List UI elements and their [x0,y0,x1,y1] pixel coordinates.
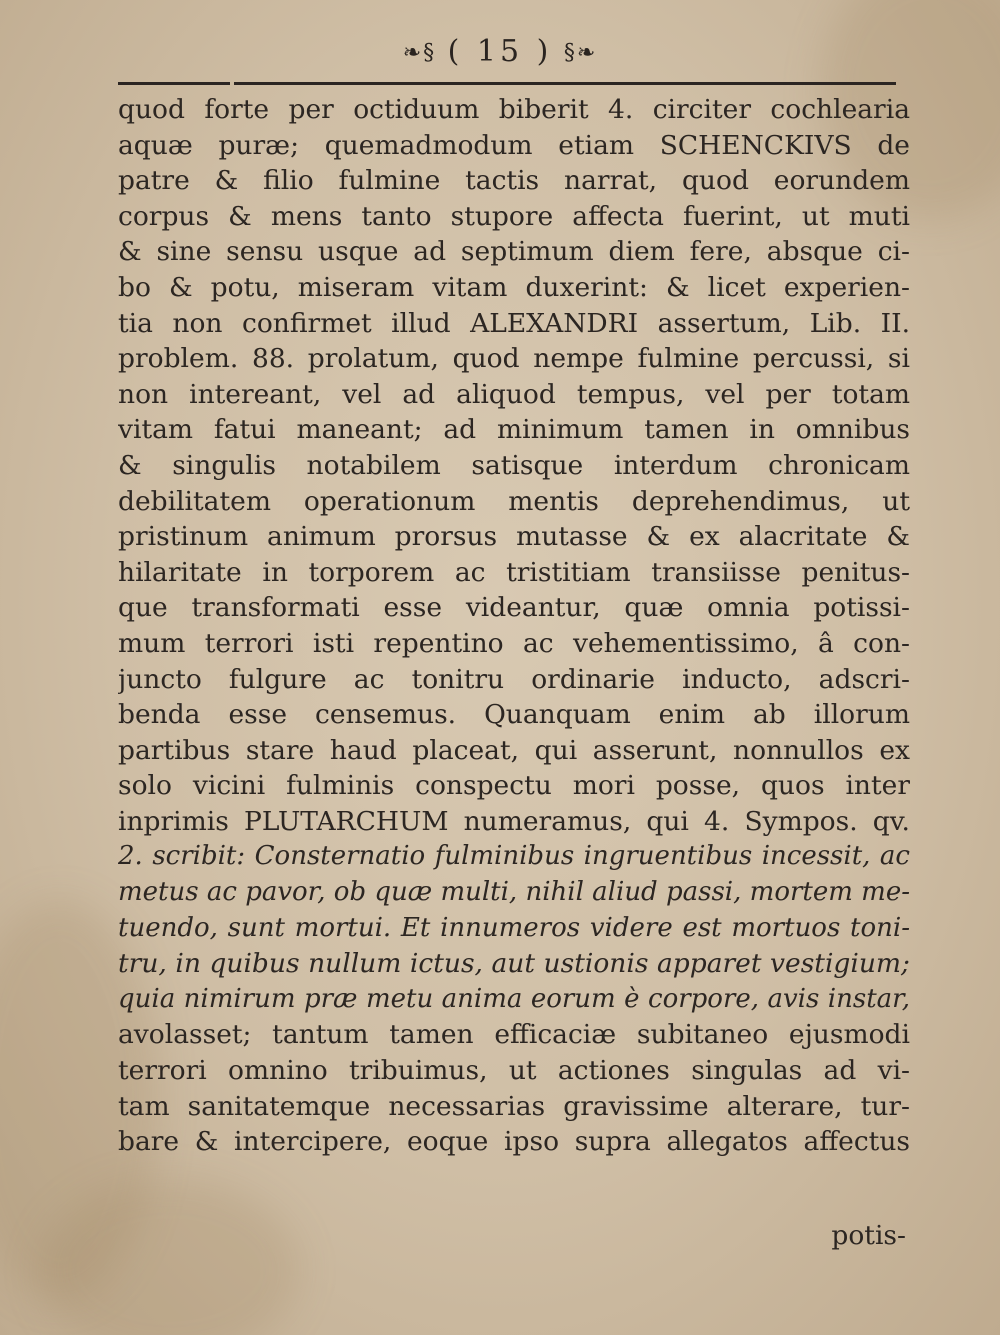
text-line: corpus & mens tanto stupore affecta fuerint, ut muti [118,200,910,232]
text-line: inprimis PLUTARCHUM numeramus, qui 4. Sympos. qv. [118,805,910,837]
text-line: quod forte per octiduum biberit 4. circiter cochlearia [118,94,910,125]
text-line: patre & filio fulmine tactis narrat, quod eorundem [118,165,910,197]
text-line: & singulis notabilem satisque interdum chronicam [118,449,910,481]
text-line: solo vicini fulminis conspectu mori posse, quos inter [118,770,910,802]
text-line: benda esse censemus. Quanquam enim ab illorum [118,699,910,731]
text-line: vitam fatui maneant; ad minimum tamen in omnibus [118,414,910,446]
text-line: aquæ puræ; quemadmodum etiam SCHENCKIVS de [118,129,910,161]
text-line: tuendo, sunt mortui. Et innumeros videre est mortuos toni- [118,912,910,943]
header-rule [118,82,230,85]
text-line: hilaritate in torporem ac tristitiam transiisse penitus- [118,556,910,588]
text-line: metus ac pavor, ob quæ multi, nihil aliud passi, mortem me- [118,877,910,908]
text-line: problem. 88. prolatum, quod nempe fulmine percussi, si [118,343,910,375]
left-ornament: ❧§ [402,40,437,66]
catchword: potis- [831,1220,906,1251]
text-line: 2. scribit: Consternatio fulminibus ingruentibus incessit, ac [118,841,910,872]
page-number: ( 15 ) [447,34,553,69]
text-line: & sine sensu usque ad septimum diem fere, absque ci- [118,236,910,268]
text-line: partibus stare haud placeat, qui asserunt, nonnullos ex [118,734,910,766]
text-line: juncto fulgure ac tonitru ordinarie inducto, adscri- [118,663,910,695]
text-line: pristinum animum prorsus mutasse & ex alacritate & [118,521,910,553]
text-line: non intereant, vel ad aliquod tempus, vel per totam [118,378,910,410]
text-line: que transformati esse videantur, quæ omnia potissi- [118,592,910,624]
text-line: avolasset; tantum tamen efficaciæ subitaneo ejusmodi [118,1019,910,1051]
text-line: mum terrori isti repentino ac vehementissimo, â con- [118,627,910,659]
text-line: tia non confirmet illud ALEXANDRI assertum, Lib. II. [118,307,910,339]
text-line: bare & intercipere, eoque ipso supra allegatos affectus [118,1126,910,1158]
text-line: bo & potu, miseram vitam duxerint: & licet experien- [118,271,910,303]
text-line: debilitatem operationum mentis deprehendimus, ut [118,485,910,517]
text-line: tam sanitatemque necessarias gravissime alterare, tur- [118,1090,910,1122]
text-line: tru, in quibus nullum ictus, aut ustionis apparet vestigium; [118,948,910,980]
body-text [118,92,910,1160]
text-line: terrori omnino tribuimus, ut actiones singulas ad vi- [118,1055,910,1087]
text-line: quia nimirum præ metu anima eorum è corpore, avis instar, [118,983,910,1014]
header-rule [234,82,896,85]
page-header [0,34,1000,69]
right-ornament: §❧ [563,40,598,66]
